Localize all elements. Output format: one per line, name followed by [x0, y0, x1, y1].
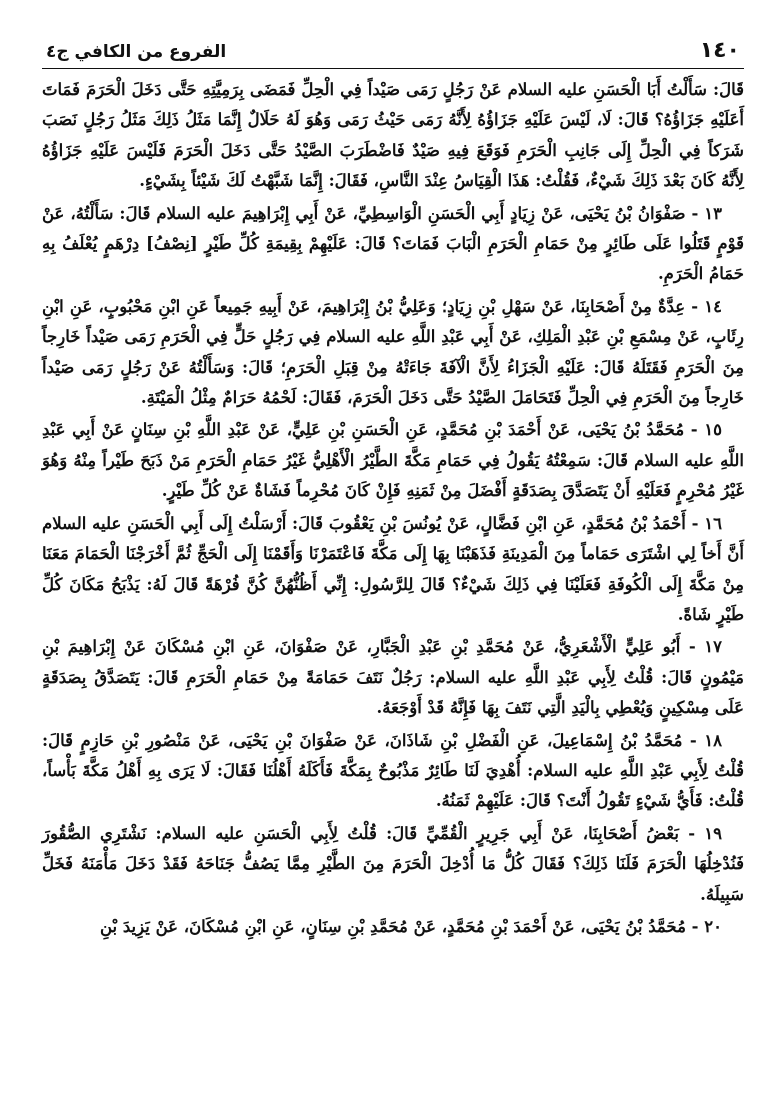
running-title: الفروع من الكافي ج٤ [46, 42, 227, 62]
paragraph-continuation: قَالَ: سَأَلْتُ أَبَا الْحَسَنِ عليه السلام عَنْ رَجُلٍ رَمَى صَيْداً فِي الْحِلِّ فَمَضَى بِرَمِيَّتِهِ حَتَّى دَخَلَ الْحَرَمَ فَمَاتَ أَعَلَيْهِ جَزَاؤُهُ؟ قَالَ: لَا، لَيْسَ عَلَيْهِ جَزَاؤُهُ لِأَنَّهُ رَمَى حَيْثُ رَمَى وَهُوَ لَهُ حَلَالٌ إِنَّمَا مَثَلُ ذَلِكَ مَثَلُ رَجُلٍ نَصَبَ شَرَكاً فِي الْحِلِّ إِلَى جَانِبِ الْحَرَمِ فَوَقَعَ فِيهِ صَيْدٌ فَاضْطَرَبَ الصَّيْدُ حَتَّى دَخَلَ الْحَرَمَ فَلَيْسَ عَلَيْهِ جَزَاؤُهُ لِأَنَّهُ كَانَ بَعْدَ ذَلِكَ شَيْءٌ، فَقُلْتُ: هَذَا الْقِيَاسُ عِنْدَ النَّاسِ، فَقَالَ: إِنَّمَا شَبَّهْتُ لَكَ شَيْئاً بِشَيْءٍ. [42, 80, 744, 191]
page-number: ١٤٠ [699, 38, 740, 63]
hadith-16: ١٦ - أَحْمَدُ بْنُ مُحَمَّدٍ، عَنِ ابْنِ فَضَّالٍ، عَنْ يُونُسَ بْنِ يَعْقُوبَ قَالَ: أَرْسَلْتُ إِلَى أَبِي الْحَسَنِ عليه السلام أَنَّ أَخاً لِي اشْتَرَى حَمَاماً مِنَ الْمَدِينَةِ فَذَهَبْنَا بِهَا إِلَى مَكَّةَ فَاعْتَمَرْنَا وَأَقَمْنَا إِلَى الْحَجِّ ثُمَّ أَخْرَجْنَا الْحَمَامَ مَعَنَا مِنْ مَكَّةَ إِلَى الْكُوفَةِ فَعَلَيْنَا فِي ذَلِكَ شَيْءٌ؟ قَالَ لِلرَّسُولِ: إِنِّي أَظُنُّهُنَّ كُنَّ فُرْهَةً قَالَ لَهُ: يَذْبَحُ مَكَانَ كُلِّ طَيْرٍ شَاةً. [42, 513, 744, 624]
hadith-18: ١٨ - مُحَمَّدُ بْنُ إِسْمَاعِيلَ، عَنِ الْفَضْلِ بْنِ شَاذَانَ، عَنْ صَفْوَانَ بْنِ يَحْيَى، عَنْ مَنْصُورِ بْنِ حَازِمٍ قَالَ: قُلْتُ لِأَبِي عَبْدِ اللَّهِ عليه السلام: أُهْدِيَ لَنَا طَائِرٌ مَذْبُوحٌ بِمَكَّةَ فَأَكَلَهُ أَهْلُنَا فَقَالَ: لَا يَرَى بِهِ أَهْلُ مَكَّةَ بَأْساً، قُلْتُ: فَأَيُّ شَيْءٍ تَقُولُ أَنْتَ؟ قَالَ: عَلَيْهِمْ ثَمَنُهُ. [42, 730, 744, 811]
hadith-13: ١٣ - صَفْوَانُ بْنُ يَحْيَى، عَنْ زِيَادٍ أَبِي الْحَسَنِ الْوَاسِطِيِّ، عَنْ أَبِي إِبْرَاهِيمَ عليه السلام قَالَ: سَأَلْتُهُ، عَنْ قَوْمٍ قَتَلُوا عَلَى طَائِرٍ مِنْ حَمَامِ الْحَرَمِ الْبَابَ فَمَاتَ؟ قَالَ: عَلَيْهِمْ بِقِيمَةِ كُلِّ طَيْرٍ [نِصْفُ] دِرْهَمٍ يُعْلَفُ بِهِ حَمَامُ الْحَرَمِ. [42, 203, 744, 284]
book-page [42, 30, 744, 1100]
hadith-17: ١٧ - أَبُو عَلِيٍّ الْأَشْعَرِيُّ، عَنْ مُحَمَّدِ بْنِ عَبْدِ الْجَبَّارِ، عَنْ صَفْوَانَ، عَنِ ابْنِ مُسْكَانَ عَنْ إِبْرَاهِيمَ بْنِ مَيْمُونٍ قَالَ: قُلْتُ لِأَبِي عَبْدِ اللَّهِ عليه السلام: رَجُلٌ نَتَفَ حَمَامَةً مِنْ حَمَامِ الْحَرَمِ قَالَ: يَتَصَدَّقُ بِصَدَقَةٍ عَلَى مِسْكِينٍ وَيُعْطِي بِالْيَدِ الَّتِي نَتَفَ بِهَا فَإِنَّهُ قَدْ أَوْجَعَهُ. [42, 637, 744, 718]
page-header [42, 30, 744, 69]
hadith-20: ٢٠ - مُحَمَّدُ بْنُ يَحْيَى، عَنْ أَحْمَدَ بْنِ مُحَمَّدٍ، عَنْ مُحَمَّدِ بْنِ سِنَانٍ، عَنِ ابْنِ مُسْكَانَ، عَنْ يَزِيدَ بْنِ [100, 916, 722, 936]
hadith-14: ١٤ - عِدَّةٌ مِنْ أَصْحَابِنَا، عَنْ سَهْلِ بْنِ زِيَادٍ؛ وَعَلِيُّ بْنُ إِبْرَاهِيمَ، عَنْ أَبِيهِ جَمِيعاً عَنِ ابْنِ مَحْبُوبٍ، عَنِ ابْنِ رِئَابٍ، عَنْ مِسْمَعِ بْنِ عَبْدِ الْمَلِكِ، عَنْ أَبِي عَبْدِ اللَّهِ عليه السلام فِي رَجُلٍ حَلٍّ فِي الْحَرَمِ رَمَى صَيْداً خَارِجاً مِنَ الْحَرَمِ فَقَتَلَهُ قَالَ: عَلَيْهِ الْجَزَاءُ لِأَنَّ الْآفَةَ جَاءَتْهُ مِنْ قِبَلِ الْحَرَمِ؛ قَالَ: وَسَأَلْتُهُ عَنْ رَجُلٍ رَمَى صَيْداً خَارِجاً مِنَ الْحَرَمِ فِي الْحِلِّ فَتَحَامَلَ الصَّيْدُ حَتَّى دَخَلَ الْحَرَمَ، فَقَالَ: لَحْمُهُ حَرَامٌ مِثْلُ الْمَيْتَةِ. [42, 296, 744, 408]
hadith-19: ١٩ - بَعْضُ أَصْحَابِنَا، عَنْ أَبِي جَرِيرٍ الْقُمِّيِّ قَالَ: قُلْتُ لِأَبِي الْحَسَنِ عليه السلام: نَشْتَرِي الصُّقُورَ فَنُدْخِلُهَا الْحَرَمَ فَلَنَا ذَلِكَ؟ فَقَالَ كُلُّ مَا أُدْخِلَ الْحَرَمَ مِنَ الطَّيْرِ مِمَّا يَصُفُّ جَنَاحَهُ فَقَدْ دَخَلَ مَأْمَنَهُ فَخَلِّ سَبِيلَهُ. [42, 823, 744, 904]
hadith-15: ١٥ - مُحَمَّدُ بْنُ يَحْيَى، عَنْ أَحْمَدَ بْنِ مُحَمَّدٍ، عَنِ الْحَسَنِ بْنِ عَلِيٍّ، عَنْ عَبْدِ اللَّهِ بْنِ سِنَانٍ عَنْ أَبِي عَبْدِ اللَّهِ عليه السلام قَالَ: سَمِعْتُهُ يَقُولُ فِي حَمَامِ مَكَّةَ الطَّيْرُ الْأَهْلِيُّ غَيْرُ حَمَامِ الْحَرَمِ مَنْ ذَبَحَ طَيْراً مِنْهُ وَهُوَ غَيْرُ مُحْرِمٍ فَعَلَيْهِ أَنْ يَتَصَدَّقَ بِصَدَقَةٍ أَفْضَلَ مِنْ ثَمَنِهِ فَإِنْ كَانَ مُحْرِماً فَشَاةٌ عَنْ كُلِّ طَيْرٍ. [42, 420, 744, 501]
body-text [42, 69, 744, 942]
